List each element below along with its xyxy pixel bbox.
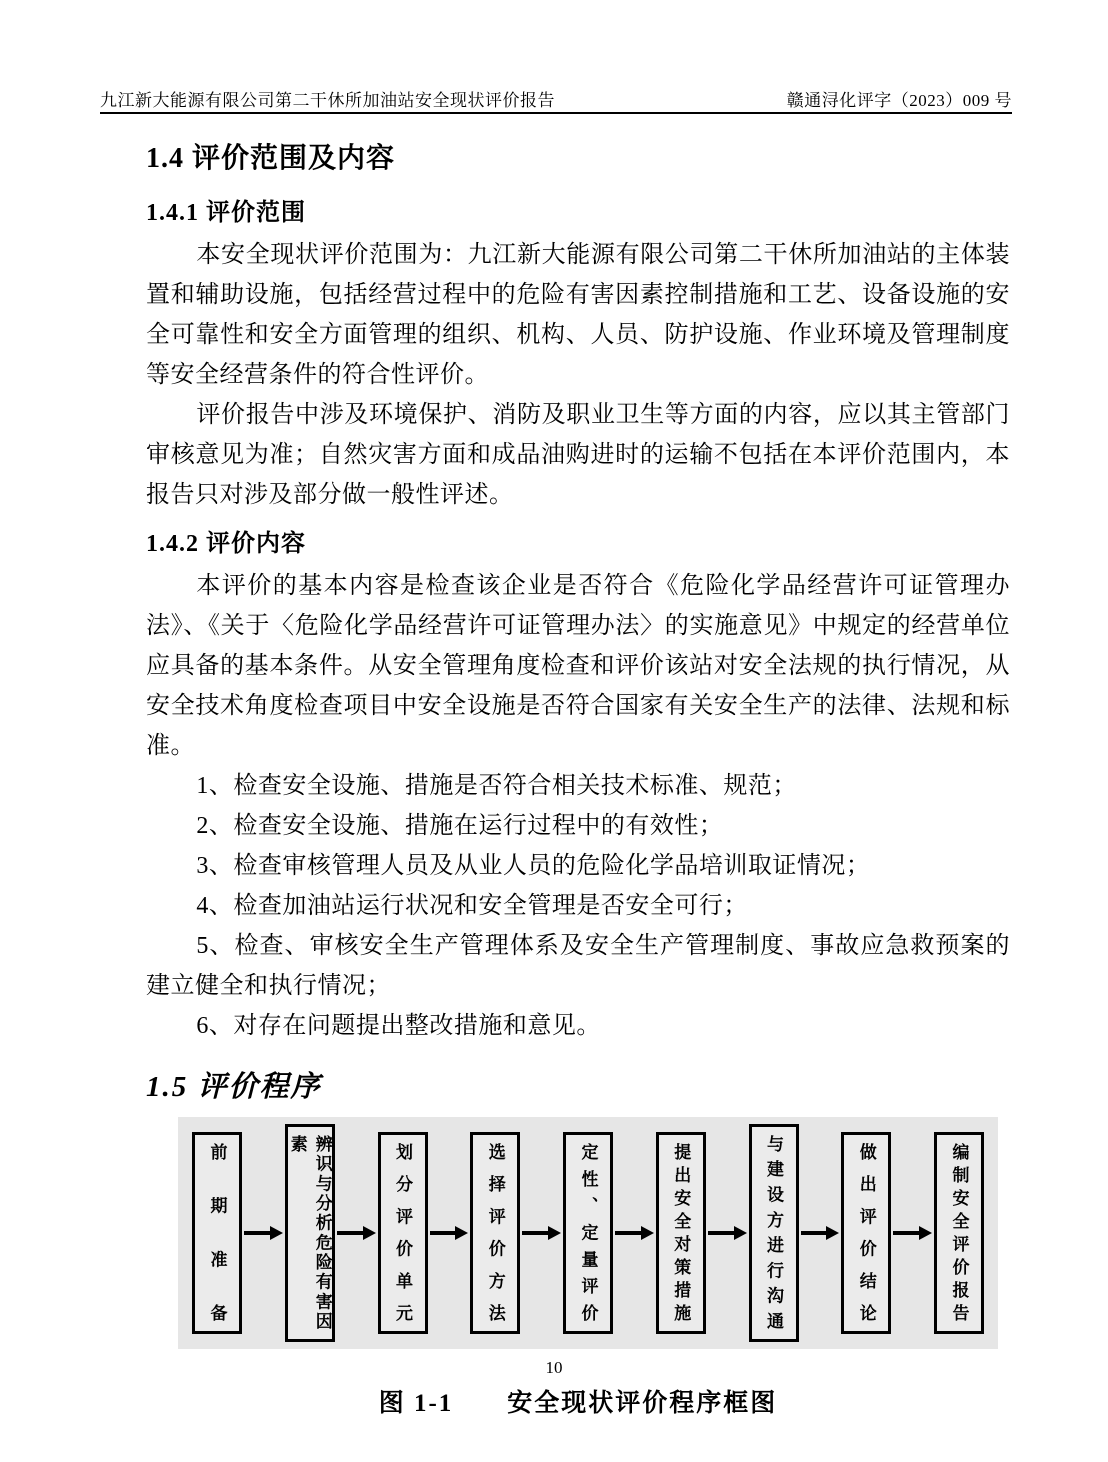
arrow-right-icon: [430, 1226, 469, 1240]
list-item-4: 4、检查加油站运行状况和安全管理是否安全可行；: [196, 893, 748, 919]
flowchart-step-label: 前期准备: [207, 1143, 227, 1323]
arrow-right-icon: [522, 1226, 561, 1240]
flowchart-step-3: [378, 1132, 428, 1334]
flowchart-step-label: 选择评价方法: [485, 1143, 505, 1323]
arrow-right-icon: [801, 1226, 840, 1240]
flowchart-step-1: [192, 1132, 242, 1334]
page-number: 10: [545, 1358, 563, 1377]
flowchart-step-label: 编制安全评价报告: [949, 1143, 969, 1323]
list-item-1: 1、检查安全设施、措施是否符合相关技术标准、规范；: [196, 773, 797, 799]
section-title-1-4: 1.4 评价范围及内容: [146, 143, 396, 174]
flowchart-step-label: 定性、定量评价: [578, 1143, 598, 1323]
arrow-right-icon: [708, 1226, 747, 1240]
arrow-right-icon: [615, 1226, 654, 1240]
flowchart-step-5: [563, 1132, 613, 1334]
list-item-5: 5、检查、审核安全生产管理体系及安全生产管理制度、事故应急救预案的建立健全和执行情况；: [146, 933, 1010, 999]
flowchart-step-label: 提出安全对策措施: [671, 1143, 691, 1323]
flowchart-step-2: [285, 1124, 335, 1342]
list-item-2: 2、检查安全设施、措施在运行过程中的有效性；: [196, 813, 724, 839]
arrow-right-icon: [337, 1226, 376, 1240]
section-title-1-5: 1.5 评价程序: [146, 1071, 322, 1103]
flowchart-step-label: 辨识与分析危险有害因素: [287, 1135, 332, 1331]
subsection-title-1-4-1: 1.4.1 评价范围: [146, 200, 306, 226]
subsection-title-1-4-2: 1.4.2 评价内容: [146, 531, 306, 557]
header-report-title: 九江新大能源有限公司第二干休所加油站安全现状评价报告: [100, 91, 555, 110]
flowchart-step-9: [934, 1132, 984, 1334]
flowchart-step-4: [470, 1132, 520, 1334]
paragraph-scope-1: 本安全现状评价范围为：九江新大能源有限公司第二干休所加油站的主体装置和辅助设施，包括经营过程中的危险有害因素控制措施和工艺、设备设施的安全可靠性和安全方面管理的组织、机构、人员、防护设施、作业环境及管理制度等安全经营条件的符合性评价。: [146, 242, 1010, 388]
arrow-right-icon: [893, 1226, 932, 1240]
arrow-right-icon: [244, 1226, 283, 1240]
header-document-number: 赣通浔化评字（2023）009 号: [786, 91, 1012, 110]
page-footer: [0, 1358, 1108, 1378]
list-item-6: 6、对存在问题提出整改措施和意见。: [196, 1013, 601, 1039]
flowchart-step-label: 做出评价结论: [856, 1143, 876, 1323]
paragraph-content-intro: 本评价的基本内容是检查该企业是否符合《危险化学品经营许可证管理办法》、《关于〈危险化学品经营许可证管理办法〉的实施意见》中规定的经营单位应具备的基本条件。从安全管理角度检查和评价该站对安全法规的执行情况，从安全技术角度检查项目中安全设施是否符合国家有关安全生产的法律、法规和标准。: [146, 573, 1010, 759]
flowchart-step-label: 与建设方进行沟通: [764, 1135, 783, 1331]
header-divider: [100, 112, 1012, 114]
page-header: [100, 86, 1012, 111]
flowchart-step-8: [841, 1132, 891, 1334]
document-body: [146, 126, 1010, 1419]
evaluation-procedure-flowchart: [178, 1117, 998, 1349]
paragraph-scope-2: 评价报告中涉及环境保护、消防及职业卫生等方面的内容，应以其主管部门审核意见为准；自然灾害方面和成品油购进时的运输不包括在本评价范围内，本报告只对涉及部分做一般性评述。: [146, 402, 1010, 508]
figure-caption: 图 1-1 安全现状评价程序框图: [378, 1390, 778, 1417]
flowchart-step-6: [656, 1132, 706, 1334]
flowchart-step-label: 划分评价单元: [393, 1143, 412, 1323]
list-item-3: 3、检查审核管理人员及从业人员的危险化学品培训取证情况；: [196, 853, 871, 879]
flowchart-step-7: [749, 1124, 799, 1342]
